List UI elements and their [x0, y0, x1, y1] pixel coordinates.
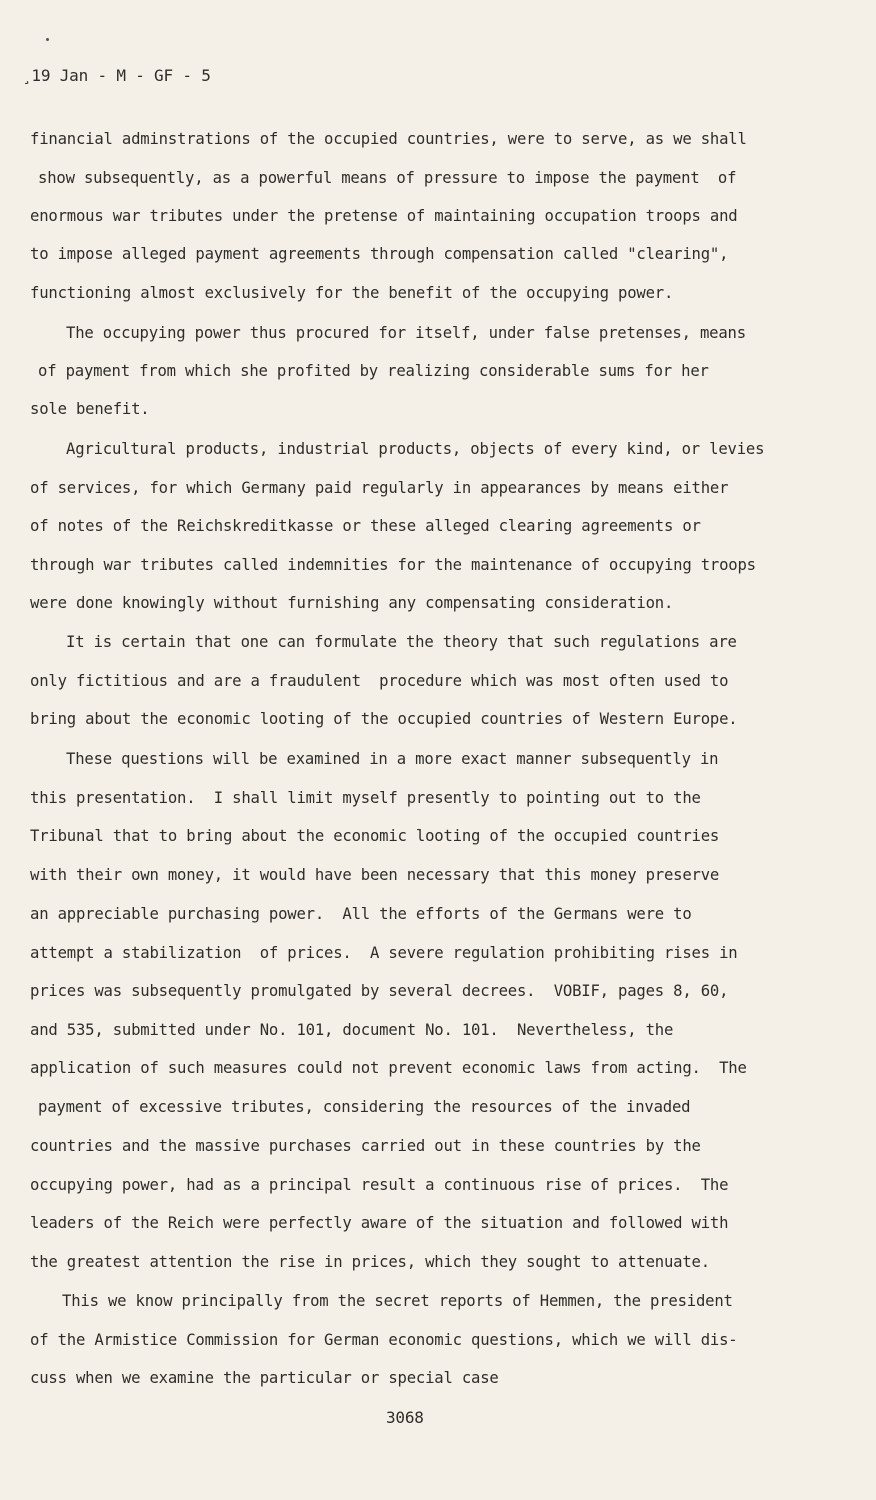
text-line: of notes of the Reichskreditkasse or these alleged clearing agreements or: [30, 517, 701, 535]
text-line: of the Armistice Commission for German economic questions, which we will dis-: [30, 1331, 738, 1349]
text-line: and 535, submitted under No. 101, document No. 101. Nevertheless, the: [30, 1021, 674, 1039]
text-line: with their own money, it would have been necessary that this money preserve: [30, 866, 720, 884]
text-line: an appreciable purchasing power. All the efforts of the Germans were to: [30, 905, 692, 923]
text-line: financial adminstrations of the occupied countries, were to serve, as we shall: [30, 130, 747, 148]
text-line: functioning almost exclusively for the benefit of the occupying power.: [30, 284, 674, 302]
text-line: countries and the massive purchases carried out in these countries by the: [30, 1137, 701, 1155]
text-line: to impose alleged payment agreements through compensation called "clearing",: [30, 245, 729, 263]
text-line: only fictitious and are a fraudulent procedure which was most often used to: [30, 672, 729, 690]
text-line: cuss when we examine the particular or special case: [30, 1369, 499, 1387]
text-line: This we know principally from the secret reports of Hemmen, the president: [62, 1292, 733, 1310]
text-line: Agricultural products, industrial products, objects of every kind, or levies: [66, 440, 765, 458]
text-line: the greatest attention the rise in prices, which they sought to attenuate.: [30, 1253, 710, 1271]
text-line: It is certain that one can formulate the theory that such regulations are: [66, 633, 737, 651]
text-line: prices was subsequently promulgated by several decrees. VOBIF, pages 8, 60,: [30, 982, 729, 1000]
text-line: occupying power, had as a principal result a continuous rise of prices. The: [30, 1176, 729, 1194]
page-header: ¸19 Jan - M - GF - 5: [22, 66, 211, 85]
text-line: attempt a stabilization of prices. A severe regulation prohibiting rises in: [30, 944, 738, 962]
text-line: of payment from which she profited by realizing considerable sums for her: [38, 362, 709, 380]
text-line: These questions will be examined in a more exact manner subsequently in: [66, 750, 719, 768]
text-line: show subsequently, as a powerful means of pressure to impose the payment of: [38, 169, 737, 187]
text-line: enormous war tributes under the pretense of maintaining occupation troops and: [30, 207, 738, 225]
text-line: The occupying power thus procured for itself, under false pretenses, means: [66, 324, 746, 342]
text-line: were done knowingly without furnishing any compensating consideration.: [30, 594, 674, 612]
text-line: through war tributes called indemnities for the maintenance of occupying troops: [30, 556, 756, 574]
text-line: application of such measures could not prevent economic laws from acting. The: [30, 1059, 747, 1077]
text-line: leaders of the Reich were perfectly aware of the situation and followed with: [30, 1214, 729, 1232]
text-line: this presentation. I shall limit myself presently to pointing out to the: [30, 789, 701, 807]
text-line: of services, for which Germany paid regularly in appearances by means either: [30, 479, 729, 497]
text-line: bring about the economic looting of the occupied countries of Western Europe.: [30, 710, 738, 728]
ink-speck: [46, 38, 49, 41]
text-line: payment of excessive tributes, considering the resources of the invaded: [38, 1098, 691, 1116]
page-number: 3068: [386, 1408, 424, 1427]
text-line: sole benefit.: [30, 400, 150, 418]
text-line: Tribunal that to bring about the economic looting of the occupied countries: [30, 827, 720, 845]
